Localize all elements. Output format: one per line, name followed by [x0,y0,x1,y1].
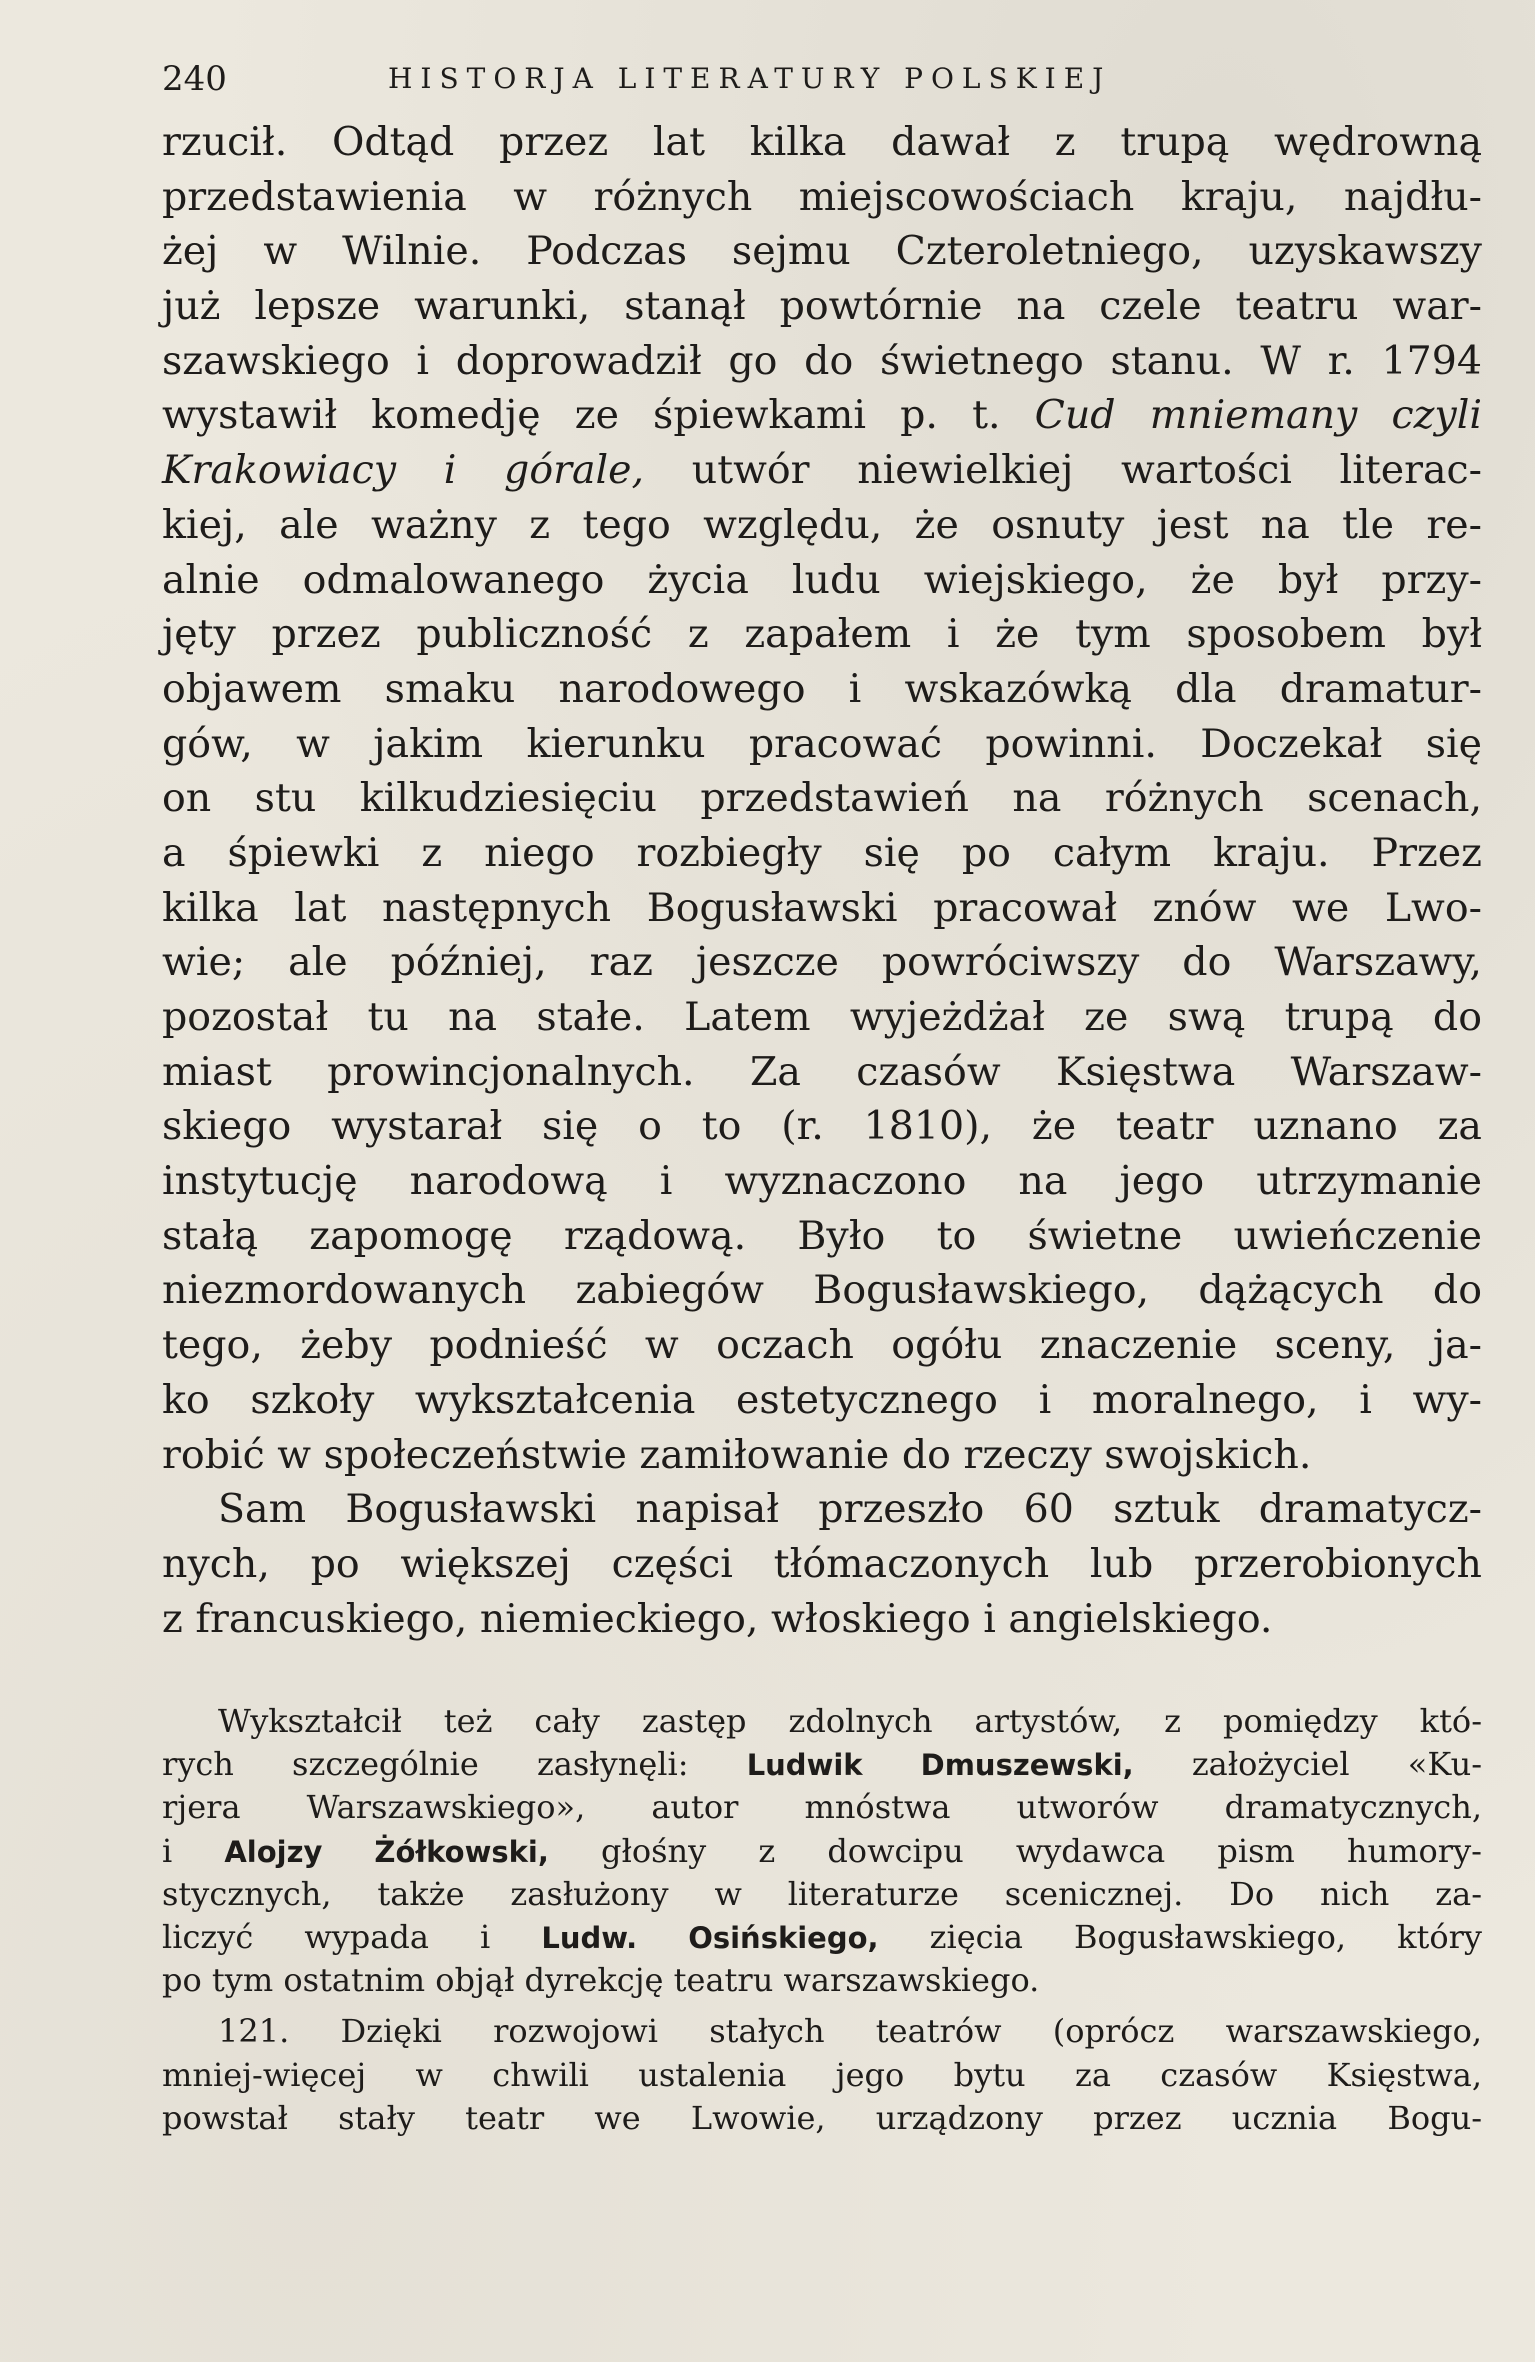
text-line: ko szkoły wykształcenia estetycznego i moralnego, i wy- [162,1376,1482,1423]
person-name-bold: Ludwik Dmuszewski, [746,1748,1134,1783]
page-header [162,54,1482,104]
text-fragment: założyciel «Ku- [1133,1745,1482,1784]
text-line: stałą zapomogę rządową. Było to świetne uwieńczenie [162,1212,1482,1259]
text-line-with-title [162,388,1482,443]
small-text-line: stycznych, także zasłużony w literaturze scenicznej. Do nich za- [162,1874,1482,1913]
text-line: tego, żeby podnieść w oczach ogółu znaczenie sceny, ja- [162,1322,1482,1369]
text-line: Sam Bogusławski napisał przeszło 60 sztuk dramatycz- [218,1486,1482,1533]
section-start-line [162,2010,1482,2053]
text-fragment: głośny z dowcipu wydawca pism humory- [548,1831,1482,1870]
small-text-line: powstał stały teatr we Lwowie, urządzony przez ucznia Bogu- [162,2098,1482,2137]
text-fragment: i [162,1831,225,1870]
text-line: z francuskiego, niemieckiego, włoskiego i angielskiego. [162,1595,1273,1642]
text-line: rzucił. Odtąd przez lat kilka dawał z trupą wędrowną [162,119,1482,165]
text-line: przedstawienia w różnych miejscowościach kraju, najdłu- [162,173,1482,220]
text-line: objawem smaku narodowego i wskazówką dla dramatur- [162,665,1482,712]
text-line: już lepsze warunki, stanął powtórnie na czele teatru war- [162,283,1482,330]
text-line: alnie odmalowanego życia ludu wiejskiego, że był przy- [162,556,1482,603]
text-line: kilka lat następnych Bogusławski pracował znów we Lwo- [162,884,1482,931]
small-text-line: Wykształcił też cały zastęp zdolnych artystów, z pomiędzy któ- [218,1702,1482,1740]
text-fragment: wystawił komedję ze śpiewkami p. t. [162,392,1035,439]
text-line: instytucję narodową i wyznaczono na jego utrzymanie [162,1158,1482,1205]
text-fragment: rych szczególnie zasłynęli: [162,1745,747,1784]
small-text-line [162,1830,1482,1873]
text-fragment: liczyć wypada i [162,1917,542,1956]
play-title-italic: Krakowiacy i górale, [162,447,645,494]
person-name-bold: Alojzy Żółkowski, [224,1834,549,1869]
small-text-line [162,1916,1482,1959]
small-text-line: rjera Warszawskiego», autor mnóstwa utworów dramatycznych, [162,1788,1482,1827]
text-fragment: utwór niewielkiej wartości literac- [644,447,1482,494]
text-line: wie; ale później, raz jeszcze powróciwszy do Warszawy, [162,939,1482,986]
text-line: a śpiewki z niego rozbiegły się po całym kraju. Przez [162,829,1482,876]
text-line: skiego wystarał się o to (r. 1810), że teatr uznano za [162,1103,1482,1150]
text-line-with-title [162,443,1482,498]
text-line: jęty przez publiczność z zapałem i że tym sposobem był [162,611,1482,658]
text-line: kiej, ale ważny z tego względu, że osnuty jest na tle re- [162,501,1482,548]
text-line: żej w Wilnie. Podczas sejmu Czteroletniego, uzyskawszy [162,228,1482,275]
text-line: szawskiego i doprowadził go do świetnego stanu. W r. 1794 [162,337,1482,384]
small-print-section [162,1700,1482,2140]
small-text-line: po tym ostatnim objął dyrekcję teatru warszawskiego. [162,1961,1040,2000]
small-text-line: mniej-więcej w chwili ustalenia jego bytu za czasów Księstwa, [162,2055,1482,2094]
text-line: pozostał tu na stałe. Latem wyjeżdżał ze swą trupą do [162,994,1482,1040]
text-fragment: Dzięki rozwojowi stałych teatrów (oprócz warszawskiego, [289,2012,1482,2051]
text-line: niezmordowanych zabiegów Bogusławskiego, dążących do [162,1267,1482,1314]
text-line: miast prowincjonalnych. Za czasów Księstwa Warszaw- [162,1048,1482,1095]
main-paragraph [162,115,1482,1646]
page-number: 240 [162,59,227,99]
text-line: gów, w jakim kierunku pracować powinni. Doczekał się [162,720,1482,767]
play-title-italic: Cud mniemany czyli [1034,392,1482,439]
text-line: robić w społeczeństwie zamiłowanie do rzeczy swojskich. [162,1431,1312,1478]
text-fragment: zięcia Bogusławskiego, który [878,1917,1483,1956]
section-number: 121. [218,2012,290,2051]
text-line: nych, po większej części tłómaczonych lub przerobionych [162,1540,1482,1587]
running-title: HISTORJA LITERATURY POLSKIEJ [388,62,1112,95]
text-line: on stu kilkudziesięciu przedstawień na różnych scenach, [162,775,1482,822]
small-text-line [162,1743,1482,1786]
section-gap [162,2002,1482,2010]
person-name-bold: Ludw. Osińskiego, [541,1920,879,1955]
